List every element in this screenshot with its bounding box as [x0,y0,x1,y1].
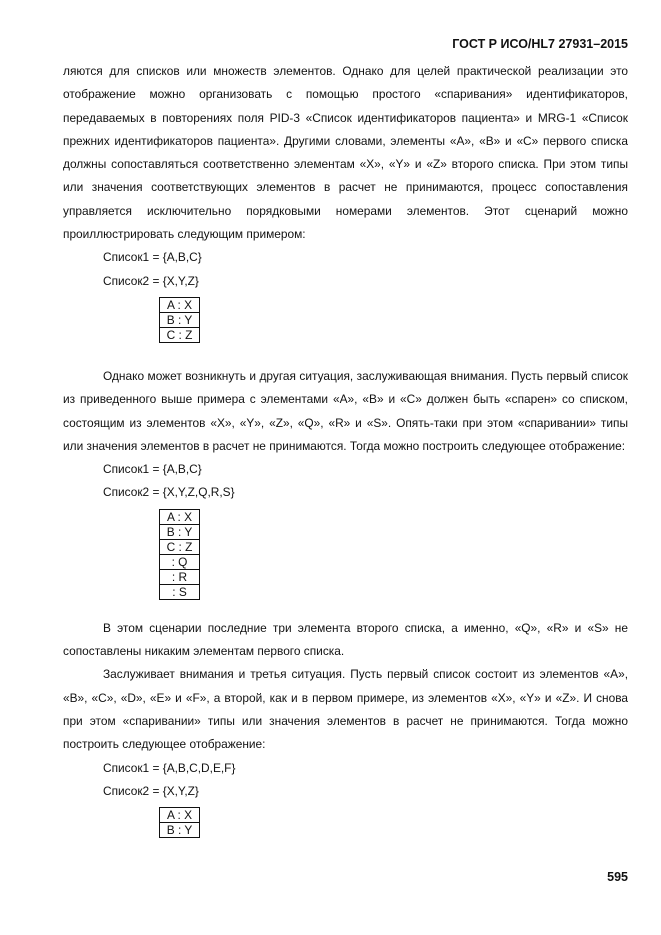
table-cell: A : X [160,297,200,312]
table-cell: : Q [160,554,200,569]
mapping-table-2 [159,509,200,600]
list1-example-1: Список1 = {A,B,C} [103,250,202,265]
paragraph-2: Однако может возникнуть и другая ситуация, заслуживающая внимания. Пусть первый список из приведенного выше примера с элементами «А», «В» и «С» должен быть «спарен» со списком, состоящим из элементов «X», «Y», «Z», «Q», «R» и «S». Опять-таки при этом «спаривании» типы или значения элементов в расчет не принимаются. Тогда можно построить следующее отображение: [63,368,628,453]
list2-example-1: Список2 = {X,Y,Z} [103,273,199,288]
paragraph-3: В этом сценарии последние три элемента второго списка, а именно, «Q», «R» и «S» не сопоставлены никаким элементам первого списка. [63,620,628,659]
mapping-table-3 [159,807,200,838]
paragraph-4: Заслуживает внимания и третья ситуация. Пусть первый список состоит из элементов «А», «В», «С», «D», «E» и «F», а второй, как и в первом примере, из элементов «X», «Y» и «Z». И снова при этом «спаривании» типы или значения элементов в расчет не принимаются. Тогда можно построить следующее отображение: [63,667,628,752]
table-row [160,823,200,838]
table-row [160,539,200,554]
list1-example-2: Список1 = {A,B,C} [103,462,202,477]
table-row [160,584,200,599]
document-header: ГОСТ Р ИСО/HL7 27931–2015 [452,37,628,51]
list2-example-3: Список2 = {X,Y,Z} [103,783,199,798]
list1-example-3: Список1 = {A,B,C,D,E,F} [103,760,236,775]
table-row [160,524,200,539]
table-cell: B : Y [160,823,200,838]
table-row [160,509,200,524]
table-row [160,569,200,584]
table-cell: B : Y [160,312,200,327]
paragraph-1: ляются для списков или множеств элементов. Однако для целей практической реализации это отображение можно организовать с помощью простого «спаривания» идентификаторов, передаваемых в повторениях поля PID-3 «Список идентификаторов пациента» и MRG-1 «Список прежних идентификаторов пациента». Другими словами, элементы «А», «В» и «С» первого списка должны сопоставляться соответственно элементам «X», «Y» и «Z» второго списка. При этом типы или значения соответствующих элементов в расчет не принимаются, процесс сопоставления управляется исключительно порядковыми номерами элементов. Этот сценарий можно проиллюстрировать следующим примером: [63,64,628,242]
table-cell: A : X [160,509,200,524]
table-row [160,808,200,823]
table-cell: C : Z [160,327,200,342]
table-cell: A : X [160,808,200,823]
table-cell: C : Z [160,539,200,554]
page-content [63,60,628,838]
table-row [160,297,200,312]
table-cell: B : Y [160,524,200,539]
table-cell: : S [160,584,200,599]
page-number: 595 [607,870,628,884]
list2-example-2: Список2 = {X,Y,Z,Q,R,S} [103,485,235,500]
table-row [160,312,200,327]
table-row [160,554,200,569]
table-row [160,327,200,342]
table-cell: : R [160,569,200,584]
mapping-table-1 [159,297,200,343]
